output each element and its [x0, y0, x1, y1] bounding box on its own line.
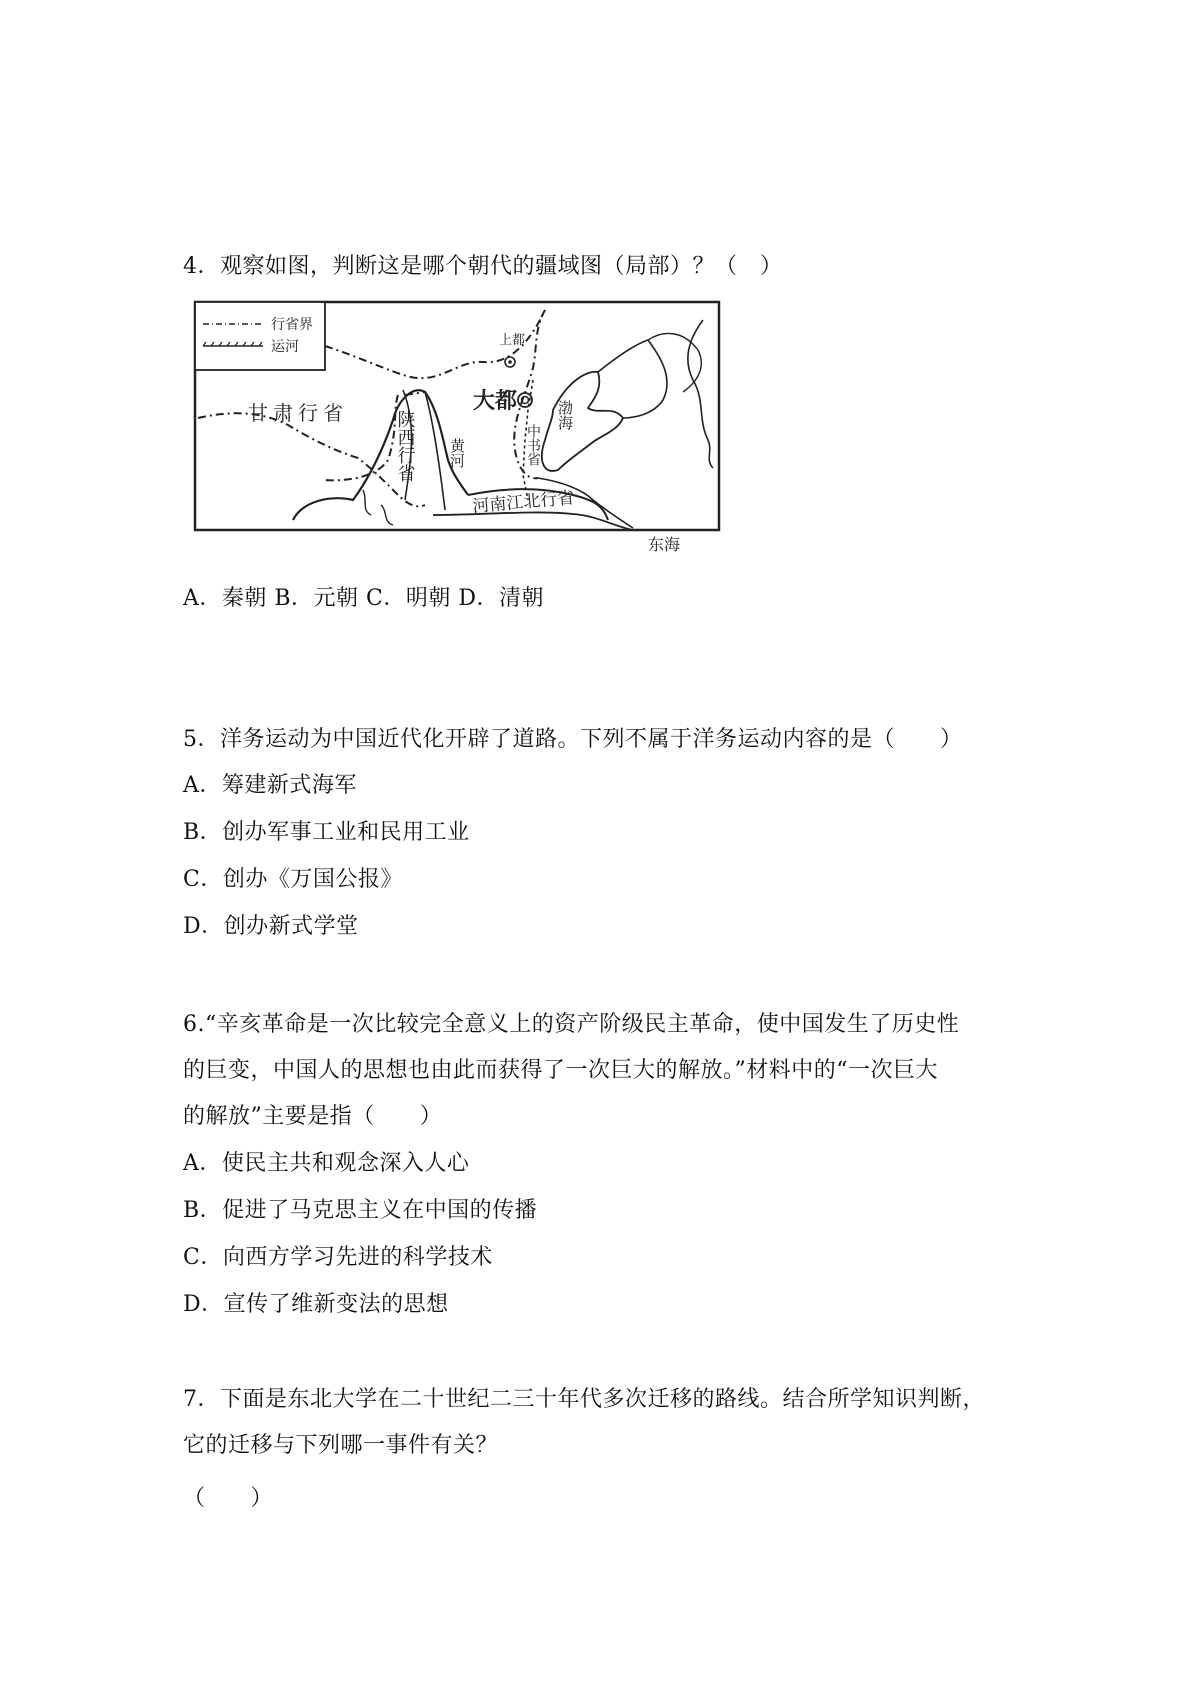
q5-option-d: D．创办新式学堂	[183, 914, 359, 939]
q5-option-b: B．创办军事工业和民用工业	[183, 820, 470, 845]
legend-canal: 运河	[271, 339, 299, 355]
q7-stem-line3: （ ）	[183, 1486, 274, 1511]
q6-option-a: A．使民主共和观念深入人心	[183, 1151, 470, 1176]
q4-stem: 4．观察如图，判断这是哪个朝代的疆域图（局部）？（ ）	[183, 254, 783, 279]
q7-stem-line2: 它的迁移与下列哪一事件有关？	[183, 1433, 499, 1458]
q6-stem-line2: 的巨变，中国人的思想也由此而获得了一次巨大的解放。”材料中的“一次巨大	[183, 1058, 938, 1083]
q6-option-d: D．宣传了维新变法的思想	[183, 1292, 449, 1317]
q6-option-c: C．向西方学习先进的科学技术	[183, 1245, 493, 1270]
q6-stem-line3: 的解放”主要是指（ ）	[183, 1104, 443, 1129]
q5-stem: 5．洋务运动为中国近代化开辟了道路。下列不属于洋务运动内容的是（ ）	[183, 727, 963, 752]
label-shaanxi: 陕西行省	[394, 410, 416, 482]
label-bohai: 渤海	[556, 400, 574, 430]
label-donghai: 东海	[648, 535, 681, 554]
q7-stem-line1: 7．下面是东北大学在二十世纪二三十年代多次迁移的路线。结合所学知识判断，	[183, 1387, 985, 1412]
label-gansu: 甘肃行省	[248, 401, 348, 425]
q6-option-b: B．促进了马克思主义在中国的传播	[183, 1198, 538, 1223]
label-shangdu: 上都	[499, 333, 526, 348]
q6-stem-line1: 6.“辛亥革命是一次比较完全意义上的资产阶级民主革命，使中国发生了历史性	[183, 1012, 960, 1037]
label-dadu: 大都	[473, 388, 518, 414]
q5-option-c: C．创办《万国公报》	[183, 867, 403, 892]
q4-options: A．秦朝 B．元朝 C．明朝 D．清朝	[183, 586, 545, 611]
yuan-territory-map	[193, 300, 721, 562]
label-zhongshu: 中书省	[525, 424, 541, 466]
q5-option-a: A．筹建新式海军	[183, 773, 357, 798]
label-huanghe: 黄河	[448, 438, 466, 468]
legend-province-boundary: 行省界	[271, 317, 313, 333]
label-henan: 河南江北行省	[471, 488, 576, 517]
